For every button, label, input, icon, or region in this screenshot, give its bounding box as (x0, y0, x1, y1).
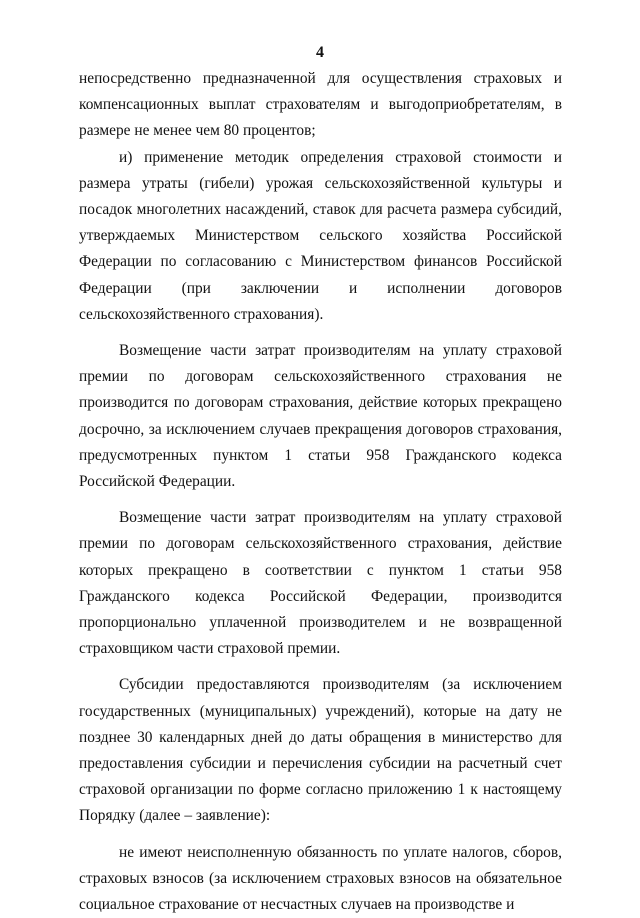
paragraph-tax-obligations: не имеют неисполненную обязанность по уплате налогов, сборов, страховых взносов (за исключением страховых взносов на обязательное социальное страхование от несчастных случаев на производстве и (79, 843, 562, 914)
paragraph-item-i: и) применение методик определения страховой стоимости и размера утраты (гибели) урожая сельскохозяйственной культуры и посадок многолетних насаждений, ставок для расчета размера субсидий, утверждаемых Министерством сельского хозяйства Российской Федерации по согласованию с Министерством финансов Российской Федерации (при заключении и исполнении договоров сельскохозяйственного страхования). (79, 148, 562, 323)
document-body (79, 66, 562, 918)
paragraph-subsidy-conditions: Субсидии предоставляются производителям (за исключением государственных (муниципальных) учреждений), которые на дату не позднее 30 календарных дней до даты обращения в министерство для предоставления субсидии и перечисления субсидии на расчетный счет страховой организации по форме согласно приложению 1 к настоящему Порядку (далее – заявление): (79, 676, 562, 825)
paragraph-proportional-refund: Возмещение части затрат производителям на уплату страховой премии по договорам сельскохозяйственного страхования, действие которых прекращено в соответствии с пунктом 1 статьи 958 Гражданского кодекса Российской Федерации, производится пропорционально уплаченной производителем и не возвращенной страховщиком части страховой премии. (79, 509, 562, 658)
paragraph-early-termination: Возмещение части затрат производителям на уплату страховой премии по договорам сельскохозяйственного страхования не производится по договорам страхования, действие которых прекращено досрочно, за исключением случаев прекращения договоров страхования, предусмотренных пунктом 1 статьи 958 Гражданского кодекса Российской Федерации. (79, 342, 562, 491)
page-number: 4 (316, 44, 324, 61)
paragraph-continuation: непосредственно предназначенной для осуществления страховых и компенсационных выплат страхователям и выгодоприобретателям, в размере не менее чем 80 процентов; (79, 70, 562, 140)
